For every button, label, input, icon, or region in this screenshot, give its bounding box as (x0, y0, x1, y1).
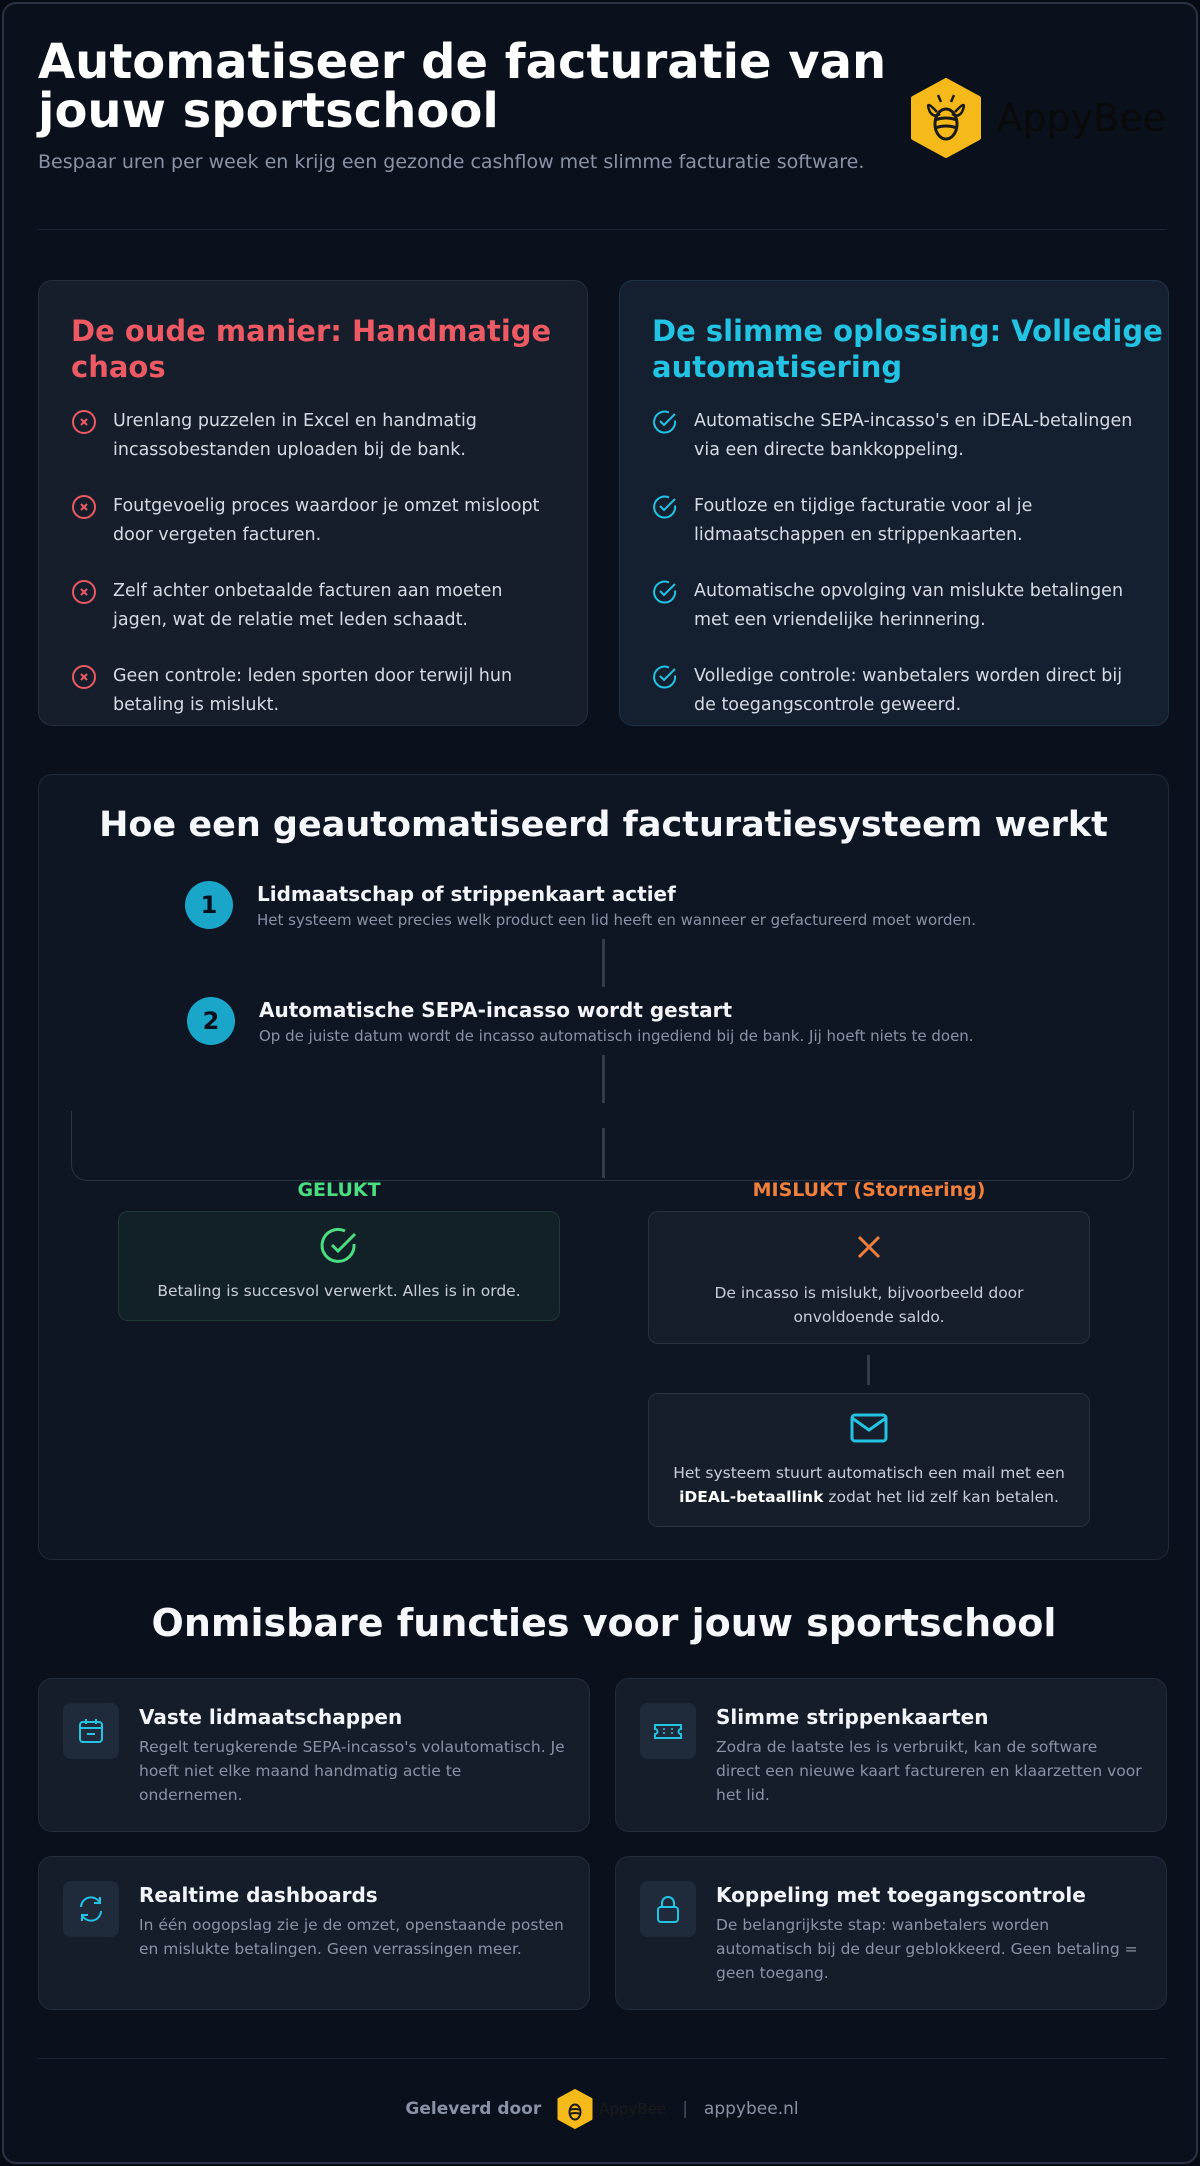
mail-text-part-1: Het systeem stuurt automatisch een mail met een (673, 1464, 1065, 1482)
list-item (71, 492, 559, 550)
close-icon (854, 1232, 884, 1262)
x-circle-icon (71, 579, 97, 605)
feature-title: Slimme strippenkaarten (716, 1705, 989, 1729)
step-1 (185, 881, 976, 929)
list-item (652, 492, 1140, 550)
features-title: Onmisbare functies voor jouw sportschool (151, 1601, 1057, 1645)
x-circle-icon (71, 494, 97, 520)
footer (4, 2089, 1198, 2129)
footer-divider (38, 2058, 1166, 2059)
feature-description: In één oogopslag zie je de omzet, openstaande posten en mislukte betalingen. Geen verrassingen meer. (139, 1916, 564, 1958)
footer-separator: | (682, 2099, 688, 2119)
refresh-icon (63, 1881, 119, 1937)
step-number: 1 (185, 881, 233, 929)
footer-url-link[interactable]: appybee.nl (703, 2099, 799, 2119)
ticket-icon (640, 1703, 696, 1759)
connector-line (602, 1128, 605, 1178)
footer-logo (557, 2089, 666, 2129)
list-item-text: Automatische SEPA-incasso's en iDEAL-betalingen via een directe bankkoppeling. (694, 411, 1133, 460)
new-way-title: De slimme oplossing: Volledige automatisering (652, 314, 1163, 384)
x-circle-icon (71, 664, 97, 690)
lock-icon (640, 1881, 696, 1937)
footer-logo-wordmark: AppyBee (599, 2100, 667, 2118)
infographic-page (2, 2, 1198, 2164)
connector-line (602, 939, 605, 987)
fail-box (648, 1211, 1090, 1344)
list-item (652, 407, 1140, 465)
check-circle-icon (652, 579, 678, 605)
list-item (652, 662, 1140, 720)
step-title: Automatische SEPA-incasso wordt gestart (259, 997, 733, 1022)
mail-text (649, 1461, 1089, 1509)
check-circle-icon (652, 409, 678, 435)
new-way-card (619, 280, 1169, 726)
check-circle-icon (319, 1226, 359, 1266)
old-way-list (71, 407, 559, 747)
success-text: Betaling is succesvol verwerkt. Alles is in orde. (157, 1282, 521, 1300)
page-title: Automatiseer de facturatie van jouw sportschool (38, 34, 887, 139)
x-circle-icon (71, 409, 97, 435)
step-2 (187, 997, 974, 1045)
feature-card (38, 1678, 590, 1832)
feature-description: Zodra de laatste les is verbruikt, kan de software direct een nieuwe kaart factureren en klaarzetten voor het lid. (716, 1738, 1142, 1804)
feature-title: Koppeling met toegangscontrole (716, 1883, 1086, 1907)
list-item (652, 577, 1140, 635)
feature-card (615, 1678, 1167, 1832)
list-item (71, 662, 559, 720)
fail-label: MISLUKT (Stornering) (752, 1179, 986, 1201)
connector-line (602, 1055, 605, 1103)
feature-title: Realtime dashboards (139, 1883, 378, 1907)
list-item-text: Zelf achter onbetaalde facturen aan moeten jagen, wat de relatie met leden schaadt. (113, 581, 503, 630)
check-circle-icon (652, 664, 678, 690)
step-description: Op de juiste datum wordt de incasso automatisch ingediend bij de bank. Jij hoeft niets te doen. (259, 1026, 974, 1045)
bee-icon (910, 78, 982, 158)
mail-box (648, 1393, 1090, 1527)
feature-title: Vaste lidmaatschappen (139, 1705, 403, 1729)
list-item-text: Urenlang puzzelen in Excel en handmatig incassobestanden uploaden bij de bank. (113, 411, 477, 460)
list-item (71, 407, 559, 465)
success-label: GELUKT (297, 1179, 381, 1201)
list-item-text: Volledige controle: wanbetalers worden direct bij de toegangscontrole geweerd. (694, 666, 1123, 715)
step-description: Het systeem weet precies welk product een lid heeft en wanneer er gefactureerd moet worden. (257, 910, 977, 929)
step-title: Lidmaatschap of strippenkaart actief (257, 881, 676, 906)
connector-line (867, 1355, 870, 1385)
how-title: Hoe een geautomatiseerd facturatiesysteem werkt (99, 805, 1108, 845)
list-item-text: Foutloze en tijdige facturatie voor al je lidmaatschappen en strippenkaarten. (694, 496, 1033, 545)
step-number: 2 (187, 997, 235, 1045)
feature-description: De belangrijkste stap: wanbetalers worden automatisch bij de deur geblokkeerd. Geen betaling = geen toegang. (716, 1916, 1138, 1982)
list-item-text: Foutgevoelig proces waardoor je omzet misloopt door vergeten facturen. (113, 496, 540, 545)
page-subtitle: Bespaar uren per week en krijg een gezonde cashflow met slimme facturatie software. (38, 151, 865, 173)
bee-icon (557, 2089, 593, 2129)
list-item-text: Automatische opvolging van mislukte betalingen met een vriendelijke herinnering. (694, 581, 1124, 630)
new-way-list (652, 407, 1140, 747)
footer-delivered-by: Geleverd door (405, 2099, 542, 2119)
fail-text: De incasso is mislukt, bijvoorbeeld door onvoldoende saldo. (714, 1284, 1024, 1326)
success-box (118, 1211, 560, 1321)
check-circle-icon (652, 494, 678, 520)
feature-description: Regelt terugkerende SEPA-incasso's volautomatisch. Je hoeft niet elke maand handmatig actie te ondernemen. (139, 1738, 565, 1804)
mail-text-part-2: zodat het lid zelf kan betalen. (828, 1488, 1059, 1506)
mail-icon (849, 1412, 889, 1444)
header (38, 34, 1166, 230)
old-way-title: De oude manier: Handmatige chaos (71, 314, 552, 384)
ideal-link-text: iDEAL-betaallink (679, 1488, 824, 1506)
how-it-works-section (38, 774, 1169, 1560)
appybee-logo (910, 78, 1166, 158)
list-item (71, 577, 559, 635)
feature-card (38, 1856, 590, 2010)
feature-card (615, 1856, 1167, 2010)
logo-wordmark: AppyBee (996, 96, 1166, 140)
list-item-text: Geen controle: leden sporten door terwijl hun betaling is mislukt. (113, 666, 513, 715)
old-way-card (38, 280, 588, 726)
calendar-icon (63, 1703, 119, 1759)
